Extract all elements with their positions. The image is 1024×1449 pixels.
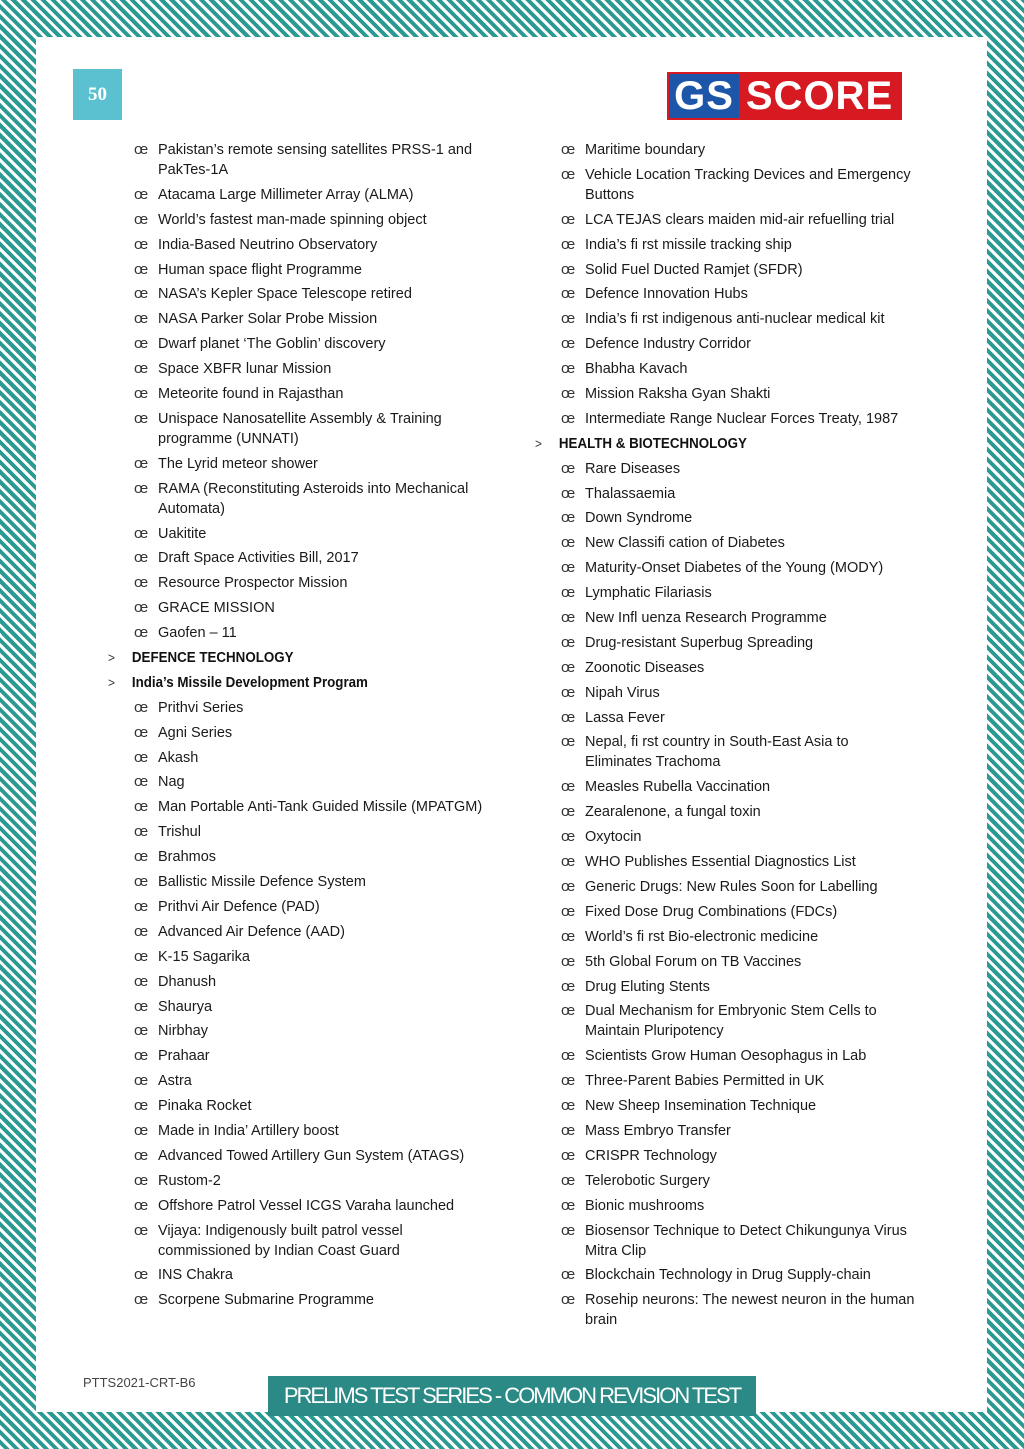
topic-list-item: œ Scientists Grow Human Oesophagus in Lab [535,1046,915,1066]
topic-list-item: œ Prahaar [108,1046,498,1066]
topic-list-item: œ Nipah Virus [535,683,915,703]
topic-list-item: œ Brahmos [108,847,498,867]
footer-banner: PRELIMS TEST SERIES - COMMON REVISION TEST [268,1376,756,1416]
topic-list-item: œ Telerobotic Surgery [535,1171,915,1191]
gs-score-logo [667,72,902,120]
topic-list-item: œ Maturity-Onset Diabetes of the Young (MODY) [535,558,915,578]
topic-list-item: œ Lymphatic Filariasis [535,583,915,603]
topic-list-item: œ Zoonotic Diseases [535,658,915,678]
topic-list-item: œ Bhabha Kavach [535,359,915,379]
topic-list-item: œ Unispace Nanosatellite Assembly & Training programme (UNNATI) [108,409,498,449]
section-heading: > HEALTH & BIOTECHNOLOGY [535,434,885,454]
topic-list-item: œ Agni Series [108,723,498,743]
topic-list-item: œ Vijaya: Indigenously built patrol vessel commissioned by Indian Coast Guard [108,1221,498,1261]
topic-list-item: œ Scorpene Submarine Programme [108,1290,498,1310]
topic-list-item: œ Pinaka Rocket [108,1096,498,1116]
topic-list-item: œ Bionic mushrooms [535,1196,915,1216]
topic-list-item: œ LCA TEJAS clears maiden mid-air refuelling trial [535,210,915,230]
topic-list-item: œ Down Syndrome [535,508,915,528]
topic-list-item: œ Nirbhay [108,1021,498,1041]
topic-list-item: œ Mission Raksha Gyan Shakti [535,384,915,404]
topic-list-item: œ Intermediate Range Nuclear Forces Treaty, 1987 [535,409,915,429]
topic-list-item: œ Thalassaemia [535,484,915,504]
topic-list-item: œ Dhanush [108,972,498,992]
topic-list-item: œ Maritime boundary [535,140,915,160]
topic-list-item: œ Offshore Patrol Vessel ICGS Varaha launched [108,1196,498,1216]
topic-list-item: œ Drug-resistant Superbug Spreading [535,633,915,653]
topic-list-item: œ Prithvi Series [108,698,498,718]
topic-list-item: œ India’s fi rst indigenous anti-nuclear medical kit [535,309,915,329]
topic-list-item: œ RAMA (Reconstituting Asteroids into Mechanical Automata) [108,479,498,519]
topic-list-item: œ Nag [108,772,498,792]
topic-list-item: œ Advanced Air Defence (AAD) [108,922,498,942]
topic-list-item: œ Lassa Fever [535,708,915,728]
topic-list-item: œ Astra [108,1071,498,1091]
topic-list-item: œ Akash [108,748,498,768]
page-number: 50 [73,69,122,120]
topic-list-item: œ Prithvi Air Defence (PAD) [108,897,498,917]
topic-list-item: œ Made in India’ Artillery boost [108,1121,498,1141]
topic-list-item: œ Shaurya [108,997,498,1017]
topic-list-item: œ Solid Fuel Ducted Ramjet (SFDR) [535,260,915,280]
topic-list-item: œ Pakistan’s remote sensing satellites PRSS-1 and PakTes-1A [108,140,498,180]
section-heading: > DEFENCE TECHNOLOGY [108,648,467,668]
topic-list-item: œ Draft Space Activities Bill, 2017 [108,548,498,568]
topic-list-item: œ Space XBFR lunar Mission [108,359,498,379]
topic-list-item: œ Gaofen – 11 [108,623,498,643]
topic-list-item: œ Blockchain Technology in Drug Supply-chain [535,1265,915,1285]
topic-list-item: œ INS Chakra [108,1265,498,1285]
topic-list-item: œ Meteorite found in Rajasthan [108,384,498,404]
topic-list-item: œ Resource Prospector Mission [108,573,498,593]
topic-list-item: œ Dual Mechanism for Embryonic Stem Cells to Maintain Pluripotency [535,1001,915,1041]
topic-list-item: œ Rosehip neurons: The newest neuron in the human brain [535,1290,915,1330]
topic-list-item: œ Measles Rubella Vaccination [535,777,915,797]
topic-list-item: œ Trishul [108,822,498,842]
topic-list-item: œ Human space flight Programme [108,260,498,280]
topic-list-item: œ World’s fastest man-made spinning object [108,210,498,230]
topic-list-item: œ CRISPR Technology [535,1146,915,1166]
topic-list-item: œ Nepal, fi rst country in South-East Asia to Eliminates Trachoma [535,732,915,772]
test-code: PTTS2021-CRT-B6 [83,1375,196,1390]
topic-list-item: œ New Sheep Insemination Technique [535,1096,915,1116]
topic-list-item: œ Zearalenone, a fungal toxin [535,802,915,822]
logo-score-text: SCORE [739,74,900,118]
topic-list-item: œ Three-Parent Babies Permitted in UK [535,1071,915,1091]
topic-list-item: œ Defence Industry Corridor [535,334,915,354]
topic-list-item: œ New Infl uenza Research Programme [535,608,915,628]
topic-list-item: œ Mass Embryo Transfer [535,1121,915,1141]
topic-list-item: œ India-Based Neutrino Observatory [108,235,498,255]
topic-list-item: œ Atacama Large Millimeter Array (ALMA) [108,185,498,205]
topic-list-item: œ Biosensor Technique to Detect Chikungunya Virus Mitra Clip [535,1221,915,1261]
topic-list-item: œ Dwarf planet ‘The Goblin’ discovery [108,334,498,354]
topic-list-item: œ GRACE MISSION [108,598,498,618]
topic-list-item: œ Rare Diseases [535,459,915,479]
topic-list-item: œ NASA Parker Solar Probe Mission [108,309,498,329]
topic-list-item: œ WHO Publishes Essential Diagnostics List [535,852,915,872]
topic-list-item: œ India’s fi rst missile tracking ship [535,235,915,255]
topic-list-item: œ Man Portable Anti-Tank Guided Missile (MPATGM) [108,797,498,817]
topic-list-item: œ Ballistic Missile Defence System [108,872,498,892]
topic-list-item: œ New Classifi cation of Diabetes [535,533,915,553]
topic-list-item: œ Fixed Dose Drug Combinations (FDCs) [535,902,915,922]
topic-list-item: œ Advanced Towed Artillery Gun System (ATAGS) [108,1146,498,1166]
topic-list-item: œ World’s fi rst Bio-electronic medicine [535,927,915,947]
topic-list-item: œ Oxytocin [535,827,915,847]
topic-list-item: œ Defence Innovation Hubs [535,284,915,304]
section-heading: > India’s Missile Development Program [108,673,467,693]
topic-list-item: œ Uakitite [108,524,498,544]
topic-list-item: œ K-15 Sagarika [108,947,498,967]
topic-list-item: œ The Lyrid meteor shower [108,454,498,474]
topic-list-item: œ Vehicle Location Tracking Devices and Emergency Buttons [535,165,915,205]
topic-list-item: œ NASA’s Kepler Space Telescope retired [108,284,498,304]
topic-list-item: œ 5th Global Forum on TB Vaccines [535,952,915,972]
logo-gs-text: GS [669,74,739,118]
right-topic-column [535,140,915,1335]
topic-list-item: œ Rustom-2 [108,1171,498,1191]
left-topic-column [108,140,498,1315]
topic-list-item: œ Drug Eluting Stents [535,977,915,997]
topic-list-item: œ Generic Drugs: New Rules Soon for Labelling [535,877,915,897]
